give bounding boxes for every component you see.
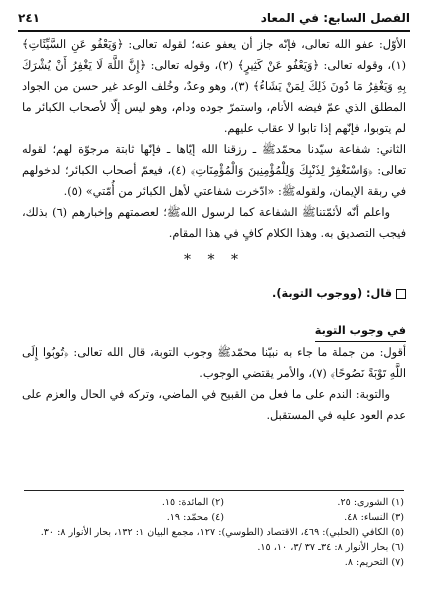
footnote-1: (١) الشورى: ٢٥. — [337, 497, 404, 508]
running-title: الفصل السابع: في المعاد — [260, 11, 410, 25]
page-body — [22, 34, 406, 426]
paragraph-repentance-definition: والتوبة: الندم على ما فعل من القبيح في الماضي، وتركه في الحال والعزم على عدم العود عليه في المستقبل. — [22, 388, 406, 422]
footnote-2: (٢) المائدة: ١٥. — [161, 497, 224, 508]
square-bullet-icon — [396, 289, 406, 299]
section-heading — [22, 283, 406, 304]
section-separator-stars: * * * — [184, 252, 244, 268]
page-number: ٢٤١ — [18, 11, 40, 25]
footnotes — [24, 490, 404, 570]
section-heading-text: قال: (ووجوب التوبة). — [272, 287, 392, 300]
footnote-4: (٤) محمّد: ١٩. — [166, 512, 224, 523]
subsection-heading: في وجوب التوبة — [315, 320, 406, 342]
footnote-row — [24, 510, 404, 525]
footnote-5: (٥) الكافي (الحلبي): ٤٦٩، الاقتصاد (الطوسي): ١٢٧، مجمع البيان ١: ١٣٢، بحار الأنوار ٨: ٣٠. — [40, 527, 404, 538]
footnote-6: (٦) بحار الأنوار ٨: ٣٤ـ ٣٧ /٣، ١٠، ١٥. — [257, 542, 404, 553]
paragraph-imams-intercession: واعلم أنّه لأئمّتناﷺ الشفاعة كما لرسول اللهﷺ؛ لعصمتهم وإخبارهم (٦) بذلك، فيجب التصديق به. وهذا الكلام كافٍ في هذا المقام. — [22, 206, 406, 240]
paragraph-second-reason: الثاني: شفاعة سيّدنا محمّدﷺ ـ رزقنا الله إيّاها ـ فإنّها ثابتة مرجوّة لهم؛ لقوله تعالى: ﴿وَاسْتَغْفِرْ لِذَنْبِكَ وَلِلْمُؤْمِنِينَ وَالْمُؤْمِنَاتِ﴾ (٤)، فيعمّ أصحاب الكبائر؛ لدخولهم في ربقة الإيمان، ولقولهﷺ: «ادّخرت شفاعتي لأهل الكبائر من أُمّتي» (٥). — [22, 143, 407, 198]
paragraph-first-reason: الأوّل: عفو الله تعالى، فإنّه جاز أن يعفو عنه؛ لقوله تعالى: ﴿وَيَعْفُو عَنِ السَّيِّئَاتِ﴾ (١)، وقوله تعالى: ﴿وَيَعْفُو عَنْ كَثِيرٍ﴾ (٢)، وقوله تعالى: ﴿إِنَّ اللَّهَ لَا يَغْفِرُ أَنْ يُشْرَكَ بِهِ وَيَغْفِرُ مَا دُونَ ذَلِكَ لِمَنْ يَشَاءُ﴾ (٣)، وهو وعدٌ، وخُلف الوعد غير حسن من الجواد المطلق الذي عمّ فيضه الأنام، واستمرّ جوده ودام، وهو ليس إلّا لأصحاب الكبائر ما لم يتوبوا، فإنّهم إذا تابوا لا عقاب عليهم. — [22, 38, 406, 135]
footnote-3: (٣) النساء: ٤٨. — [344, 512, 404, 523]
paragraph-repentance-obligation: أقول: من جملة ما جاء به نبيّنا محمّدﷺ وجوب التوبة، قال الله تعالى: ﴿تُوبُوا إِلَى اللَّهِ تَوْبَةً نَصُوحًا﴾ (٧)، والأمر يقتضي الوجوب. — [22, 346, 406, 380]
page-header — [18, 6, 410, 32]
footnote-row — [24, 495, 404, 510]
footnote-7: (٧) التحريم: ٨. — [344, 557, 404, 568]
